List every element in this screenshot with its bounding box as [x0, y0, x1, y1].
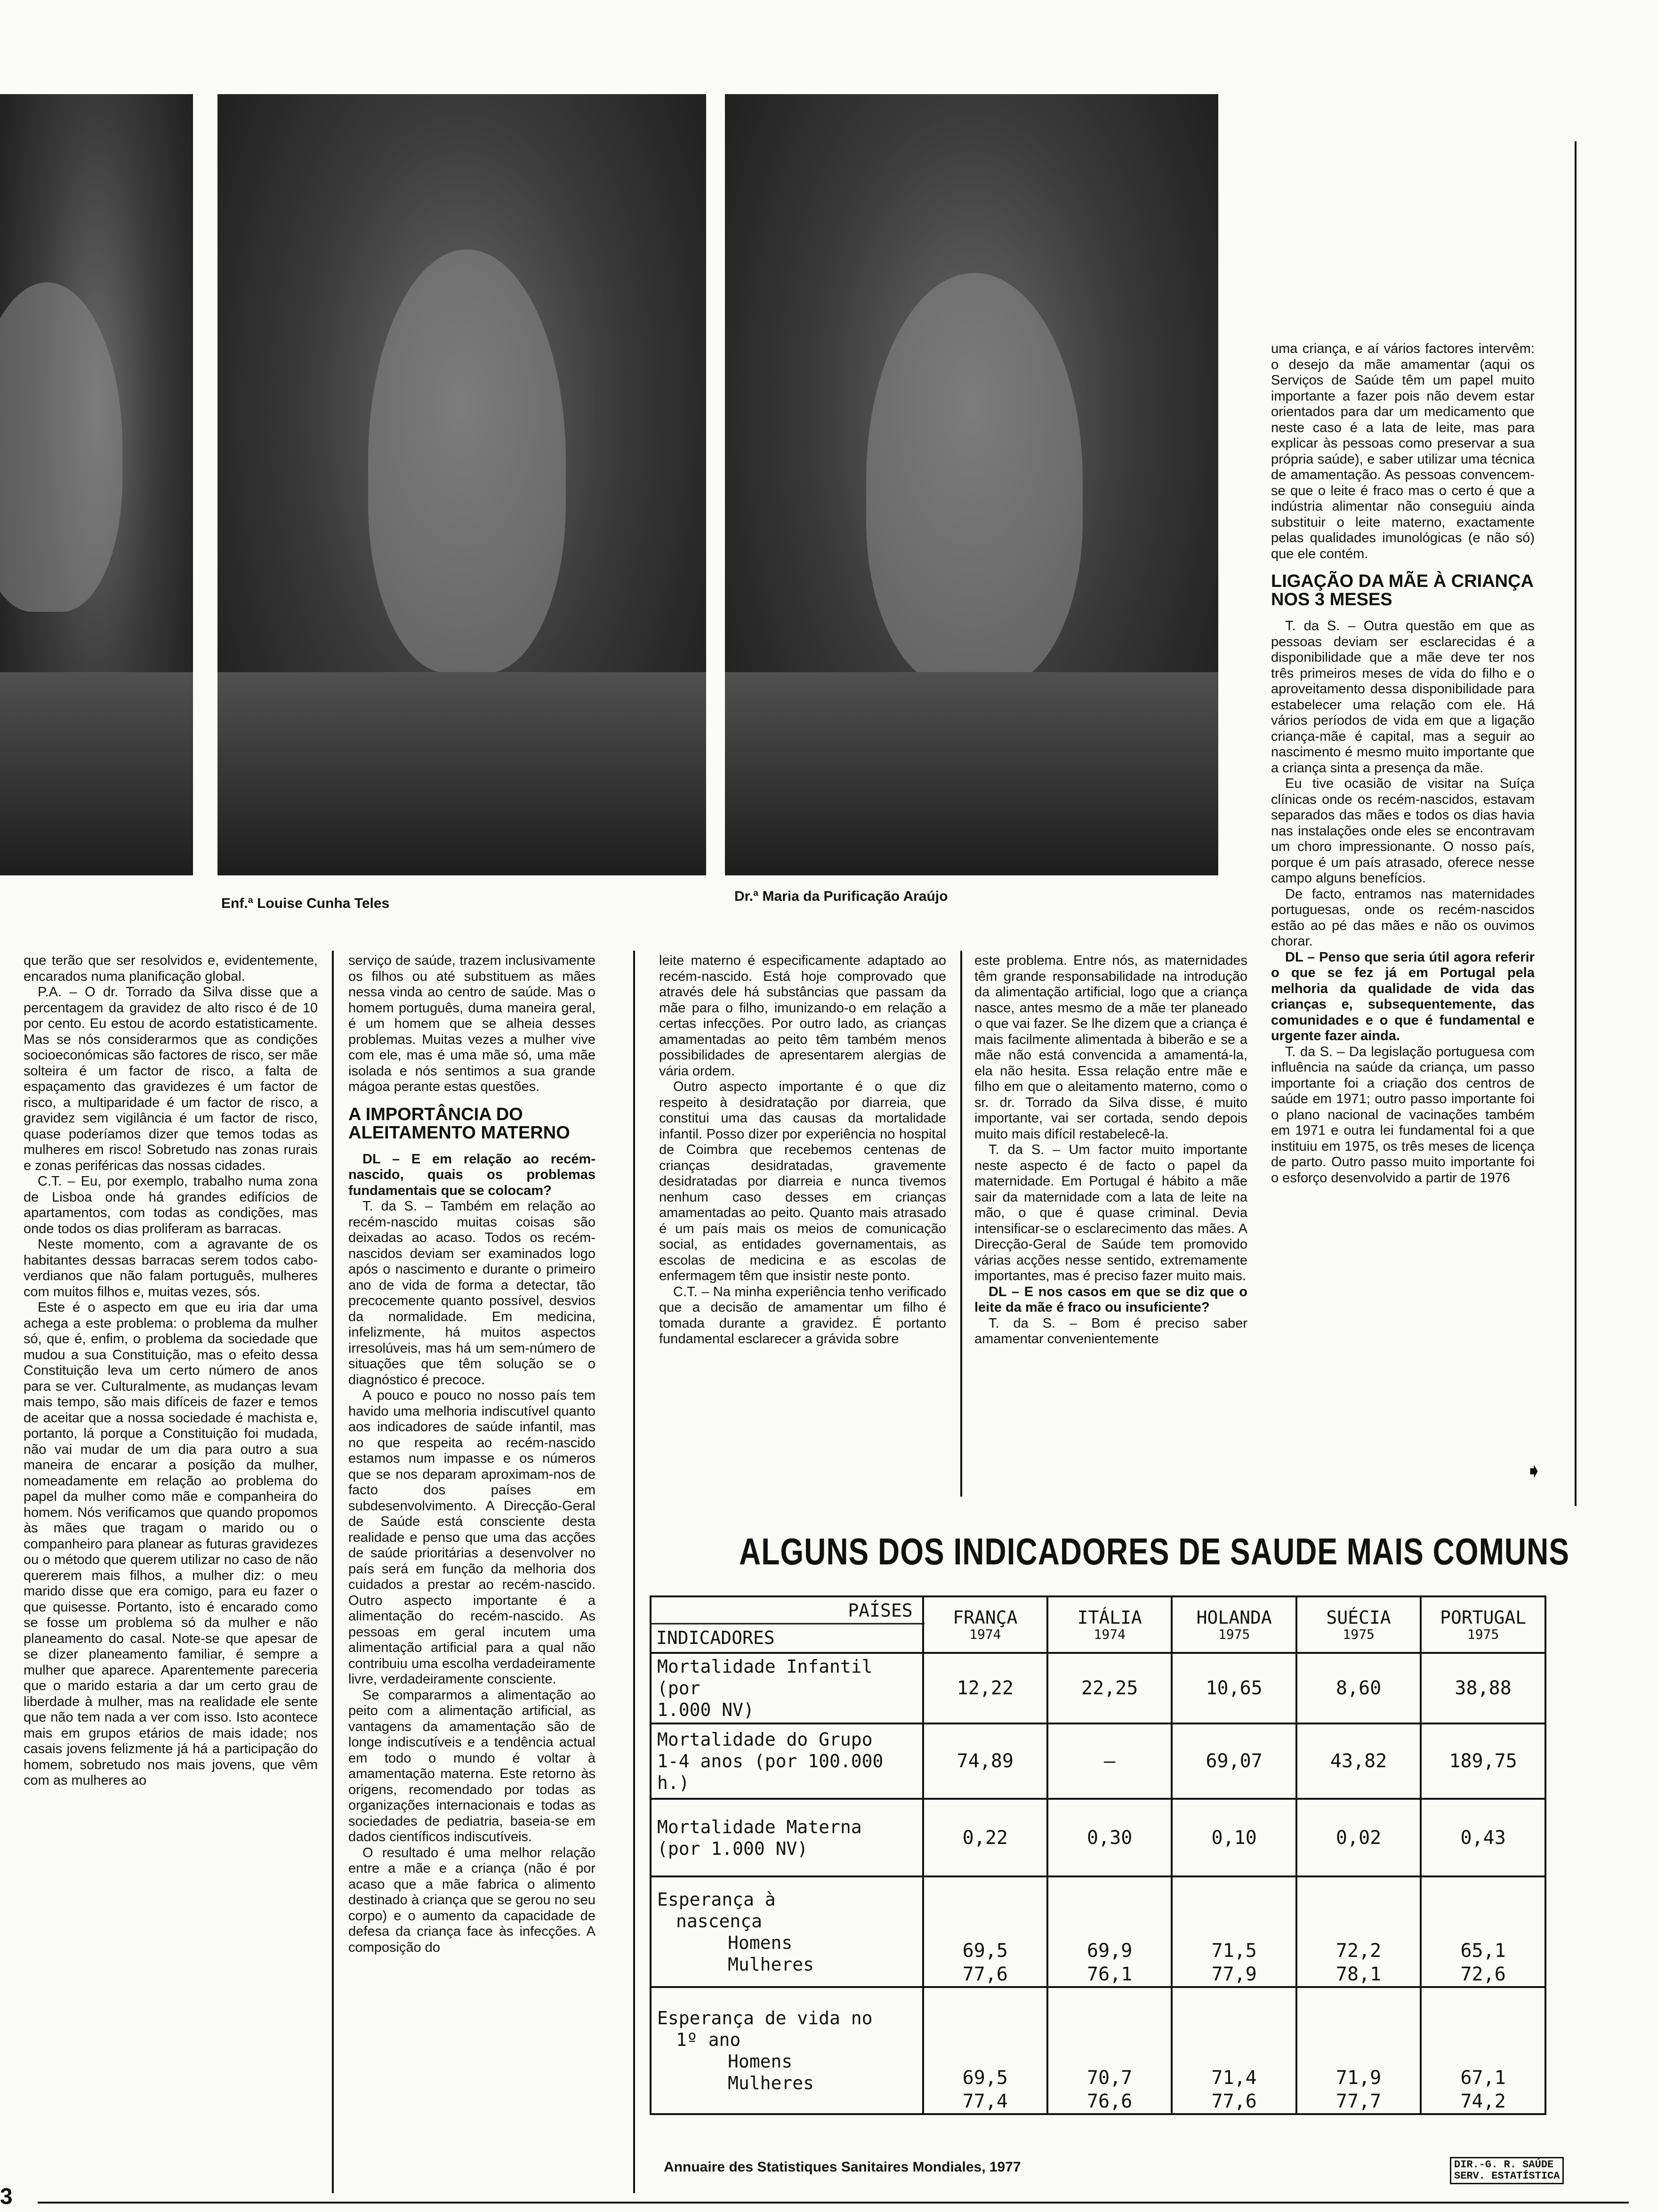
indicator-label-line: 1-4 anos (por 100.000 h.) [657, 1751, 884, 1793]
indicator-label-line: Mulheres [728, 1954, 814, 1975]
indicator-label-line: Homens [728, 1932, 793, 1953]
value-line: 72,6 [1460, 1964, 1506, 1985]
paragraph: T. da S. – Um factor muito importante neste aspecto é de facto o papel da maternidade. Em Portugal é hábito a mãe sair da maternidade com a lata de leite na mão, o que é quase criminal. Devia intensificar-se o esclarecimento das mães. A Direcção-Geral de Saúde tem promovido várias acções nesse sentido, extremamente importantes, mas é preciso fazer muito mais. [974, 1142, 1247, 1283]
value-line: 43,82 [1330, 1750, 1387, 1772]
caption-maria-purificacao-araujo: Dr.ª Maria da Purificação Araújo [734, 889, 948, 904]
indicator-value [1296, 1723, 1421, 1799]
value-line: 69,5 [962, 2067, 1008, 2089]
value-line: 69,5 [962, 1940, 1008, 1962]
indicator-label [651, 1653, 923, 1723]
paragraph: A pouco e pouco no nosso país tem havido uma melhoria indiscutível quanto aos indicadores de saúde infantil, mas no que respeita ao recém-nascido estamos num impasse e os números que se nos deparam aproximam-nos de facto dos países em subdesenvolvimento. A Direcção-Geral de Saúde está consciente desta realidade e penso que uma das acções de saúde prioritárias a desenvolver no país será em função da melhoria dos cuidados a prestar ao recém-nascido. Outro aspecto importante é a alimentação do recém-nascido. As pessoas em geral incutem uma alimentação artificial para a qual não contribuiu uma escolha verdadeiramente livre, verdadeiramente consciente. [348, 1388, 595, 1687]
column-rule-1 [332, 951, 334, 2193]
stamp-line-1: DIR.-G. R. SAÚDE [1454, 2159, 1554, 2171]
value-line: 71,9 [1335, 2067, 1382, 2089]
corner-label-indicadores: INDICADORES [656, 1627, 775, 1648]
table-body [651, 1653, 1545, 2114]
country-year: 1975 [1218, 1627, 1250, 1642]
indicator-value [1172, 1723, 1296, 1799]
interview-question: DL – Penso que seria útil agora referir o que se fez já em Portugal pela melhoria da qualidade de vida das crianças e, subsequentemente, das comunidades e o que é fundamental e urgente fazer ainda. [1271, 949, 1535, 1043]
country-name: SUÉCIA [1326, 1607, 1391, 1628]
value-line: 72,2 [1335, 1940, 1382, 1962]
interview-question: DL – E nos casos em que se diz que o leite da mãe é fraco ou insuficiente? [974, 1284, 1247, 1315]
value-line: 76,1 [1087, 1964, 1133, 1985]
paragraph: este problema. Entre nós, as maternidades têm grande responsabilidade na introdução da alimentação artificial, logo que a criança nasce, antes mesmo de a mãe ter planeado o que vai fazer. Se lhe dizem que a criança é mais facilmente alimentada à biberão e se a mãe não está convencida a amamentá-la, ela não hesita. Essa relação entre mãe e filho em que o aleitamento materno, como o sr. dr. Torrado da Silva disse, é muito importante, vai ser cortada, sendo depois muito mais difícil restabelecê-la. [974, 953, 1247, 1142]
paragraph: O resultado é uma melhor relação entre a mãe e a criança (não é por acaso que a mãe fabrica o alimento destinado à criança que se gerou no seu corpo) e o aumento da capacidade de defesa da criança face às infecções. A composição do [348, 1845, 595, 1955]
value-line: 71,5 [1211, 1940, 1257, 1962]
indicator-label [651, 1723, 923, 1799]
bottom-rule [38, 2202, 1629, 2204]
country-name: HOLANDA [1196, 1607, 1272, 1628]
article-column-4 [974, 953, 1247, 1494]
value-line: 22,25 [1081, 1677, 1138, 1699]
indicator-value [923, 1723, 1047, 1799]
paragraph: P.A. – O dr. Torrado da Silva disse que a percentagem da gravidez de alto risco é de 10 por cento. Eu estou de acordo estatisticamente. Mas se nós considerarmos que as condições socioeconómicas são factores de risco, ser mãe solteira é um factor de risco, a falta de espaçamento das gravidezes é um factor de risco, a multiparidade é um factor de risco, a gravidez sem vigilância é um factor de risco, quase poderíamos dizer que temos todas as mulheres em risco! Sobretudo nas zonas rurais e zonas periféricas das nossas cidades. [24, 985, 318, 1173]
value-line: — [1104, 1750, 1116, 1772]
paragraph: serviço de saúde, trazem inclusivamente os filhos ou até substituem as mães nessa vinda ao centro de saúde. Mas o homem português, duma maneira geral, é um homem que se alheia desses problemas. Muitas vezes a mulher vive com ele, mas é uma mãe só, uma mãe isolada e nós sentimos a sua grande mágoa perante estas questões. [348, 953, 595, 1094]
country-name: PORTUGAL [1440, 1607, 1527, 1628]
indicator-value [923, 1799, 1047, 1876]
paragraph: que terão que ser resolvidos e, evidentemente, encarados numa planificação global. [24, 953, 318, 984]
indicator-value [923, 1876, 1047, 1987]
indicator-label-line: Mortalidade Materna [657, 1816, 862, 1837]
value-line: 77,9 [1211, 1964, 1257, 1985]
paragraph: Outro aspecto importante é o que diz respeito à desidratação por diarreia, que constitui uma das causas da mortalidade infantil. Posso dizer por experiência no hospital de Coimbra que recebemos centenas de crianças desidratadas, gravemente desidratadas por diarreia e nunca tivemos nenhum caso desses em crianças amamentadas ao peito. Quanto mais atrasado é um país mais os meios de comunicação social, as entidades governamentais, as escolas de medicina e as escolas de enfermagem têm que insistir neste ponto. [659, 1079, 946, 1283]
indicator-value [1421, 1876, 1545, 1987]
indicator-value [923, 1987, 1047, 2114]
photo-maria-purificacao-araujo [725, 94, 1218, 875]
indicator-row [651, 1876, 1545, 1987]
value-line: 77,6 [1211, 2091, 1257, 2112]
column-rule-3 [960, 951, 962, 1497]
indicator-value [1047, 1799, 1172, 1876]
paragraph: C.T. – Na minha experiência tenho verificado que a decisão de amamentar um filho é tomada durante a gravidez. É portanto fundamental esclarecer a grávida sobre [659, 1284, 946, 1346]
indicator-label-line: Homens [728, 2051, 793, 2072]
health-indicators-table [650, 1595, 1546, 2115]
indicator-label-line: nascença [676, 1910, 763, 1931]
value-line: 71,4 [1211, 2067, 1257, 2089]
indicator-label-line: Mortalidade do Grupo [657, 1729, 873, 1750]
value-line: 12,22 [957, 1677, 1014, 1699]
corner-label-paises: PAÍSES [848, 1600, 913, 1621]
paragraph: leite materno é especificamente adaptado ao recém-nascido. Está hoje comprovado que através dele há substâncias que passam da mãe para o filho, imunizando-o em relação a certas infecções. Por outro lado, as crianças amamentadas ao peito têm também menos possibilidades de apresentarem alergias de vária ordem. [659, 953, 946, 1079]
country-year: 1975 [1467, 1627, 1499, 1642]
paragraph: Se compararmos a alimentação ao peito com a alimentação artificial, as vantagens da amamentação são de longe indiscutíveis e a tendência actual em todo o mundo é voltar à amamentação materna. Este retorno às origens, recomendado por todas as organizações internacionais e todas as sociedades de pediatria, baseia-se em dados científicos indiscutíveis. [348, 1687, 595, 1844]
indicator-value [1172, 1987, 1296, 2114]
value-line: 69,07 [1206, 1750, 1263, 1772]
indicator-label-line: Esperança à [657, 1889, 776, 1910]
header-portugal [1421, 1596, 1545, 1653]
article-column-1 [24, 953, 318, 2191]
value-line: 77,4 [962, 2091, 1008, 2112]
paragraph: uma criança, e aí vários factores intervêm: o desejo da mãe amamentar (aqui os Serviços de Saúde têm um papel muito importante a fazer pois não devem estar orientados para dar um medicamento que neste caso é a lata de leite, mas para explicar às pessoas como preservar a sua própria saúde), e saber utilizar uma técnica de amamentação. As pessoas convencem-se que o leite é fraco mas o certo é que a indústria alimentar não conseguiu ainda substituir o leite materno, exactamente pelas qualidades imunológicas (e não só) que ele contém. [1271, 341, 1535, 561]
paragraph: T. da S. – Outra questão em que as pessoas deviam ser esclarecidas é a disponibilidade que a mãe deve ter nos três primeiros meses de vida do filho e o aproveitamento dessa disponibilidade para estabelecer uma relação com ele. Há vários períodos de vida em que a ligação criança-mãe é capital, mas a seguir ao nascimento é mesmo muito importante que a criança sinta a presença da mãe. [1271, 618, 1535, 776]
article-column-2 [348, 953, 595, 2191]
section-heading: A IMPORTÂNCIA DO ALEITAMENTO MATERNO [348, 1104, 570, 1143]
value-line: 8,60 [1335, 1677, 1382, 1699]
indicator-label-line: 1.000 NV) [657, 1699, 754, 1720]
value-line: 0,30 [1087, 1827, 1133, 1849]
indicator-label-line: Mulheres [728, 2073, 814, 2093]
indicator-value [1296, 1653, 1421, 1723]
value-line: 0,02 [1335, 1827, 1382, 1849]
paragraph: T. da S. – Da legislação portuguesa com influência na saúde da criança, um passo importante foi a criação dos centros de saúde em 1971; outro passo importante foi o plano nacional de vacinações também em 1971 e outra lei fundamental foi a que instituiu em 1975, os três meses de licença de parto. Outro passo muito importante foi o esforço desenvolvido a partir de 1976 [1271, 1044, 1535, 1186]
stamp-line-2: SERV. ESTATÍSTICA [1454, 2170, 1560, 2182]
indicator-value [1047, 1653, 1172, 1723]
indicator-value [1172, 1653, 1296, 1723]
country-year: 1974 [969, 1627, 1001, 1642]
value-line: 189,75 [1449, 1750, 1517, 1772]
country-year: 1975 [1343, 1627, 1375, 1642]
indicator-row [651, 1653, 1545, 1723]
value-line: 67,1 [1460, 2067, 1506, 2089]
indicator-label-line: Esperança de vida no [657, 2008, 873, 2028]
value-line: 0,10 [1211, 1827, 1257, 1849]
indicator-value [1047, 1723, 1172, 1799]
value-line: 0,22 [962, 1827, 1008, 1849]
page-number: 3 [0, 2184, 13, 2209]
stamp-statistics-service [1450, 2157, 1564, 2184]
header-holanda [1172, 1596, 1296, 1653]
indicator-label-line: 1º ano [676, 2029, 741, 2050]
column-rule-4 [1575, 141, 1577, 1506]
value-line: 77,6 [962, 1964, 1008, 1985]
header-italia [1047, 1596, 1172, 1653]
indicator-value [1296, 1799, 1421, 1876]
indicator-value [1421, 1987, 1545, 2114]
header-suecia [1296, 1596, 1421, 1653]
caption-louise-cunha-teles: Enf.ª Louise Cunha Teles [221, 896, 390, 911]
indicator-label [651, 1876, 923, 1987]
value-line: 0,43 [1460, 1827, 1506, 1849]
indicator-row [651, 1987, 1545, 2114]
indicator-label-line: (por 1.000 NV) [657, 1838, 808, 1859]
value-line: 65,1 [1460, 1940, 1506, 1962]
indicator-value [1421, 1653, 1545, 1723]
indicator-value [1296, 1876, 1421, 1987]
table-source: Annuaire des Statistiques Sanitaires Mondiales, 1977 [664, 2159, 1021, 2175]
paragraph: T. da S. – Bom é preciso saber amamentar convenientemente [974, 1315, 1247, 1346]
value-line: 77,7 [1335, 2091, 1382, 2112]
indicator-row [651, 1723, 1545, 1799]
indicator-value [1047, 1876, 1172, 1987]
country-name: ITÁLIA [1077, 1607, 1142, 1628]
value-line: 74,89 [957, 1750, 1014, 1772]
value-line: 74,2 [1460, 2091, 1506, 2112]
interview-question: DL – E em relação ao recém-nascido, quais os problemas fundamentais que se colocam? [348, 1151, 595, 1198]
country-year: 1974 [1094, 1627, 1126, 1642]
indicator-value [1047, 1987, 1172, 2114]
indicator-value [1421, 1799, 1545, 1876]
section-heading: LIGAÇÃO DA MÃE À CRIANÇA NOS 3 MESES [1271, 571, 1533, 609]
table-corner-cell [651, 1596, 923, 1653]
article-column-3 [659, 953, 946, 1494]
indicator-label-line: Mortalidade Infantil (por [657, 1656, 873, 1699]
paragraph: C.T. – Eu, por exemplo, trabalho numa zona de Lisboa onde há grandes edifícios de apartamentos, com todas as condições, mas onde todos os dias proliferam as barracas. [24, 1174, 318, 1236]
column-rule-2 [633, 951, 635, 2193]
header-franca [923, 1596, 1047, 1653]
indicator-row [651, 1799, 1545, 1876]
value-line: 70,7 [1087, 2067, 1133, 2089]
value-line: 76,6 [1087, 2091, 1133, 2112]
photo-left-partial [0, 94, 193, 875]
table-title: ALGUNS DOS INDICADORES DE SAUDE MAIS COMUNS [739, 1530, 1569, 1573]
paragraph: T. da S. – Também em relação ao recém-nascido muitas coisas são deixadas ao acaso. Todos os recém-nascidos deviam ser examinados logo após o nascimento e durante o primeiro ano de vida de forma a detectar, tão precocemente quanto possível, desvios da normalidade. Em medicina, infelizmente, há muitos aspectos irresolúveis, mas há um sem-número de situações que têm solução se o diagnóstico é precoce. [348, 1199, 595, 1387]
value-line: 69,9 [1087, 1940, 1133, 1962]
continue-arrow: ➧ [1525, 1459, 1543, 1483]
indicator-value [1172, 1876, 1296, 1987]
indicator-value [1296, 1987, 1421, 2114]
photo-louise-cunha-teles [217, 94, 706, 875]
value-line: 10,65 [1206, 1677, 1263, 1699]
indicator-value [923, 1653, 1047, 1723]
paragraph: Neste momento, com a agravante de os habitantes dessas barracas serem todos cabo-verdianos que não falam português, mulheres com muitos filhos e, muitas vezes, sós. [24, 1237, 318, 1299]
indicator-value [1172, 1799, 1296, 1876]
paragraph: Este é o aspecto em que eu iria dar uma achega a este problema: o problema da mulher só, que é, enfim, o problema da sociedade que mudou a sua Constituição, mas o efeito dessa Constituição leva um certo número de anos para se ver. Culturalmente, as mudanças levam mais tempo, são mais difíceis de fazer e temos de aceitar que a nossa sociedade é machista e, portanto, lá porque a Constituição foi mudada, não vai mudar de um dia para outro a sua maneira de encarar a posição da mulher, nomeadamente em relação ao problema do papel da mulher como mãe e companheira do homem. Nós verificamos que quando propomos às mães que tragam o marido ou o companheiro para planear as futuras gravidezes ou o método que querem utilizar no caso de não quererem mais filhos, a mulher diz: o meu marido disse que era comigo, para eu fazer o que quisesse. Portanto, isto é encarado como se fosse um problema só da mulher e não planeamento do casal. Note-se que apesar de se dizer planeamento familiar, é sempre a mulher que aparece. Aparentemente pareceria que o marido estaria a dar um certo grau de liberdade à mulher, mas na realidade ele sente que não tem nada a ver com isso. Isto acontece mais em grupos etários de mais idade; nos casais jovens felizmente já há a participação do homem, sobretudo nos mais jovens, que vêm com as mulheres ao [24, 1300, 318, 1788]
indicator-label [651, 1987, 923, 2114]
value-line: 78,1 [1335, 1964, 1382, 1985]
country-name: FRANÇA [953, 1607, 1018, 1628]
paragraph: De facto, entramos nas maternidades portuguesas, onde os recém-nascidos estão ao pé das mães e não os ouvimos chorar. [1271, 886, 1535, 949]
indicator-label [651, 1799, 923, 1876]
article-column-5 [1271, 341, 1535, 1499]
paragraph: Eu tive ocasião de visitar na Suíça clínicas onde os recém-nascidos, estavam separados das mães e todos os dias havia nas instalações onde eles se encontravam um choro impressionante. O nosso país, porque é um país atrasado, oferece nesse campo alguns benefícios. [1271, 776, 1535, 886]
value-line: 38,88 [1455, 1677, 1512, 1699]
indicator-value [1421, 1723, 1545, 1799]
